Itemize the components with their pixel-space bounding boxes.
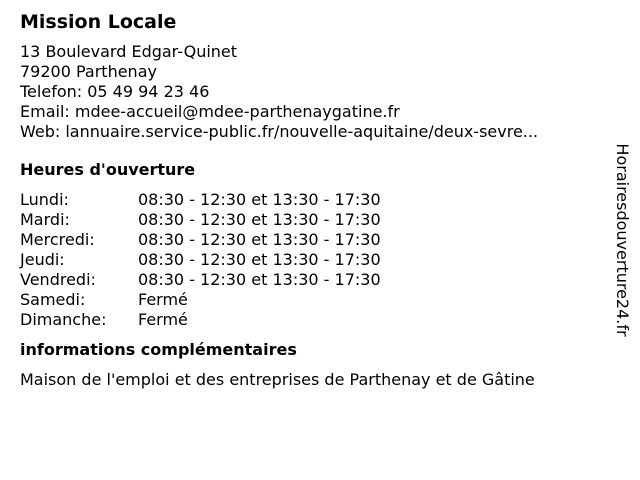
additional-info-title: informations complémentaires <box>20 340 297 359</box>
day-label: Mardi: <box>20 210 70 229</box>
time-value: 08:30 - 12:30 et 13:30 - 17:30 <box>138 270 381 289</box>
day-label: Vendredi: <box>20 270 96 289</box>
place-title: Mission Locale <box>20 11 177 33</box>
time-value: Fermé <box>138 290 188 309</box>
day-label: Dimanche: <box>20 310 107 329</box>
hours-row-monday <box>20 190 600 210</box>
time-value: 08:30 - 12:30 et 13:30 - 17:30 <box>138 250 381 269</box>
hours-row-thursday <box>20 250 600 270</box>
day-label: Mercredi: <box>20 230 95 249</box>
hours-row-tuesday <box>20 210 600 230</box>
time-value: 08:30 - 12:30 et 13:30 - 17:30 <box>138 230 381 249</box>
opening-hours-list <box>20 190 600 330</box>
day-label: Jeudi: <box>20 250 65 269</box>
time-value: 08:30 - 12:30 et 13:30 - 17:30 <box>138 190 381 209</box>
hours-row-friday <box>20 270 600 290</box>
time-value: 08:30 - 12:30 et 13:30 - 17:30 <box>138 210 381 229</box>
time-value: Fermé <box>138 310 188 329</box>
place-card <box>20 10 600 390</box>
email-line[interactable]: Email: mdee-accueil@mdee-parthenaygatine.fr <box>20 102 400 121</box>
opening-hours-title: Heures d'ouverture <box>20 160 196 179</box>
site-watermark: Horairesdouverture24.fr <box>613 143 632 337</box>
hours-row-sunday <box>20 310 600 330</box>
phone-line[interactable]: Telefon: 05 49 94 23 46 <box>20 82 210 101</box>
additional-info-text: Maison de l'emploi et des entreprises de Parthenay et de Gâtine <box>20 370 535 389</box>
day-label: Lundi: <box>20 190 69 209</box>
day-label: Samedi: <box>20 290 86 309</box>
address-line-2: 79200 Parthenay <box>20 62 157 81</box>
hours-row-saturday <box>20 290 600 310</box>
address-line-1: 13 Boulevard Edgar-Quinet <box>20 42 238 61</box>
hours-row-wednesday <box>20 230 600 250</box>
web-line[interactable]: Web: lannuaire.service-public.fr/nouvelle-aquitaine/deux-sevre... <box>20 122 539 141</box>
